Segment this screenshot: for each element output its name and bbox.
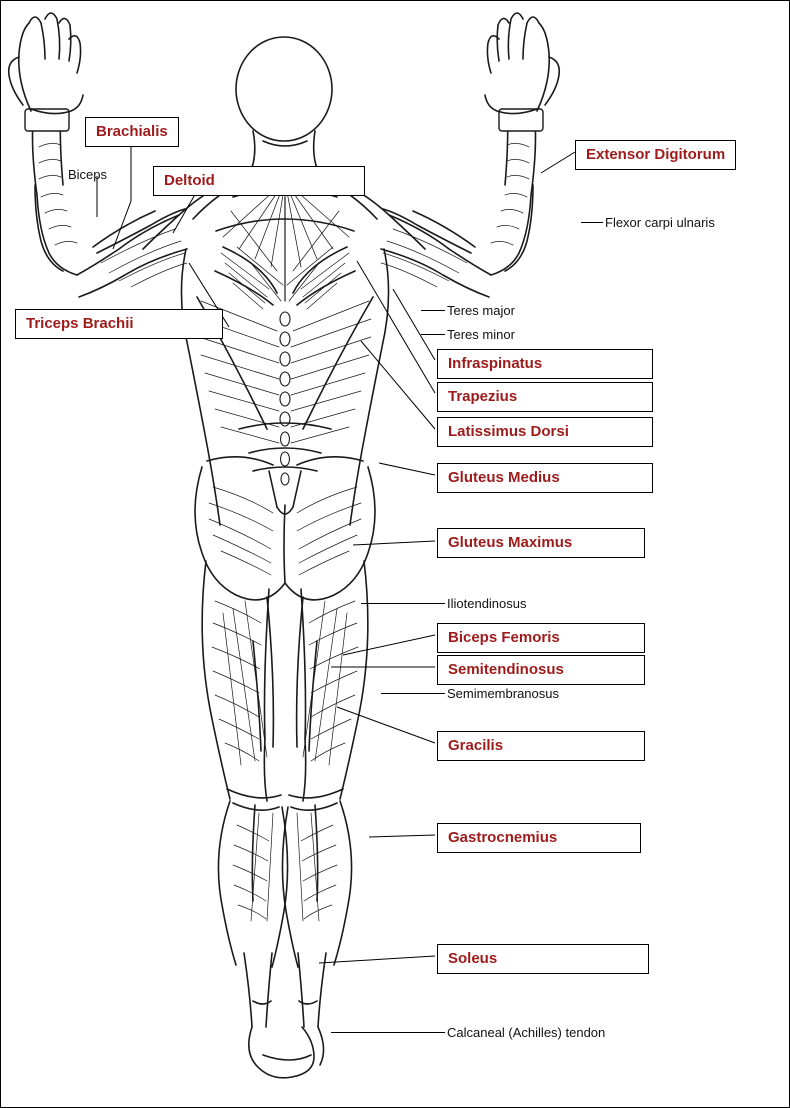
label-iliotendinosus-text: Iliotendinosus xyxy=(447,596,527,611)
label-gracilis[interactable] xyxy=(437,731,645,761)
label-gracilis-text: Gracilis xyxy=(448,737,504,754)
label-deltoid[interactable] xyxy=(153,166,365,196)
label-teres-major-text: Teres major xyxy=(447,303,515,318)
label-biceps xyxy=(68,168,107,181)
label-triceps-brachii-text: Triceps Brachii xyxy=(26,315,134,332)
label-extensor-digitorum[interactable] xyxy=(575,140,736,170)
label-teres-minor xyxy=(447,328,515,341)
label-calcaneal-achilles-tendon xyxy=(447,1026,605,1039)
label-brachialis-text: Brachialis xyxy=(96,123,168,140)
label-semimembranosus xyxy=(447,687,559,700)
label-trapezius[interactable] xyxy=(437,382,653,412)
label-gastrocnemius[interactable] xyxy=(437,823,641,853)
label-infraspinatus[interactable] xyxy=(437,349,653,379)
label-triceps-brachii[interactable] xyxy=(15,309,223,339)
label-biceps-femoris-text: Biceps Femoris xyxy=(448,629,560,646)
label-infraspinatus-text: Infraspinatus xyxy=(448,355,543,372)
label-latissimus-dorsi[interactable] xyxy=(437,417,653,447)
label-gluteus-medius[interactable] xyxy=(437,463,653,493)
label-gluteus-medius-text: Gluteus Medius xyxy=(448,469,560,486)
label-gastrocnemius-text: Gastrocnemius xyxy=(448,829,558,846)
label-biceps-femoris[interactable] xyxy=(437,623,645,653)
label-flexor-carpi-ulnaris-text: Flexor carpi ulnaris xyxy=(605,215,715,230)
label-semitendinosus[interactable] xyxy=(437,655,645,685)
label-semimembranosus-text: Semimembranosus xyxy=(447,686,559,701)
label-flexor-carpi-ulnaris xyxy=(605,216,715,229)
label-deltoid-text: Deltoid xyxy=(164,172,215,189)
label-soleus[interactable] xyxy=(437,944,649,974)
label-teres-major xyxy=(447,304,515,317)
label-extensor-digitorum-text: Extensor Digitorum xyxy=(586,146,726,163)
label-brachialis[interactable] xyxy=(85,117,179,147)
label-soleus-text: Soleus xyxy=(448,950,498,967)
label-gluteus-maximus[interactable] xyxy=(437,528,645,558)
label-calcaneal-achilles-tendon-text: Calcaneal (Achilles) tendon xyxy=(447,1025,606,1040)
label-trapezius-text: Trapezius xyxy=(448,388,518,405)
label-biceps-text: Biceps xyxy=(68,167,108,182)
label-semitendinosus-text: Semitendinosus xyxy=(448,661,564,678)
label-teres-minor-text: Teres minor xyxy=(447,327,515,342)
label-iliotendinosus xyxy=(447,597,527,610)
label-latissimus-dorsi-text: Latissimus Dorsi xyxy=(448,423,569,440)
label-gluteus-maximus-text: Gluteus Maximus xyxy=(448,534,573,551)
